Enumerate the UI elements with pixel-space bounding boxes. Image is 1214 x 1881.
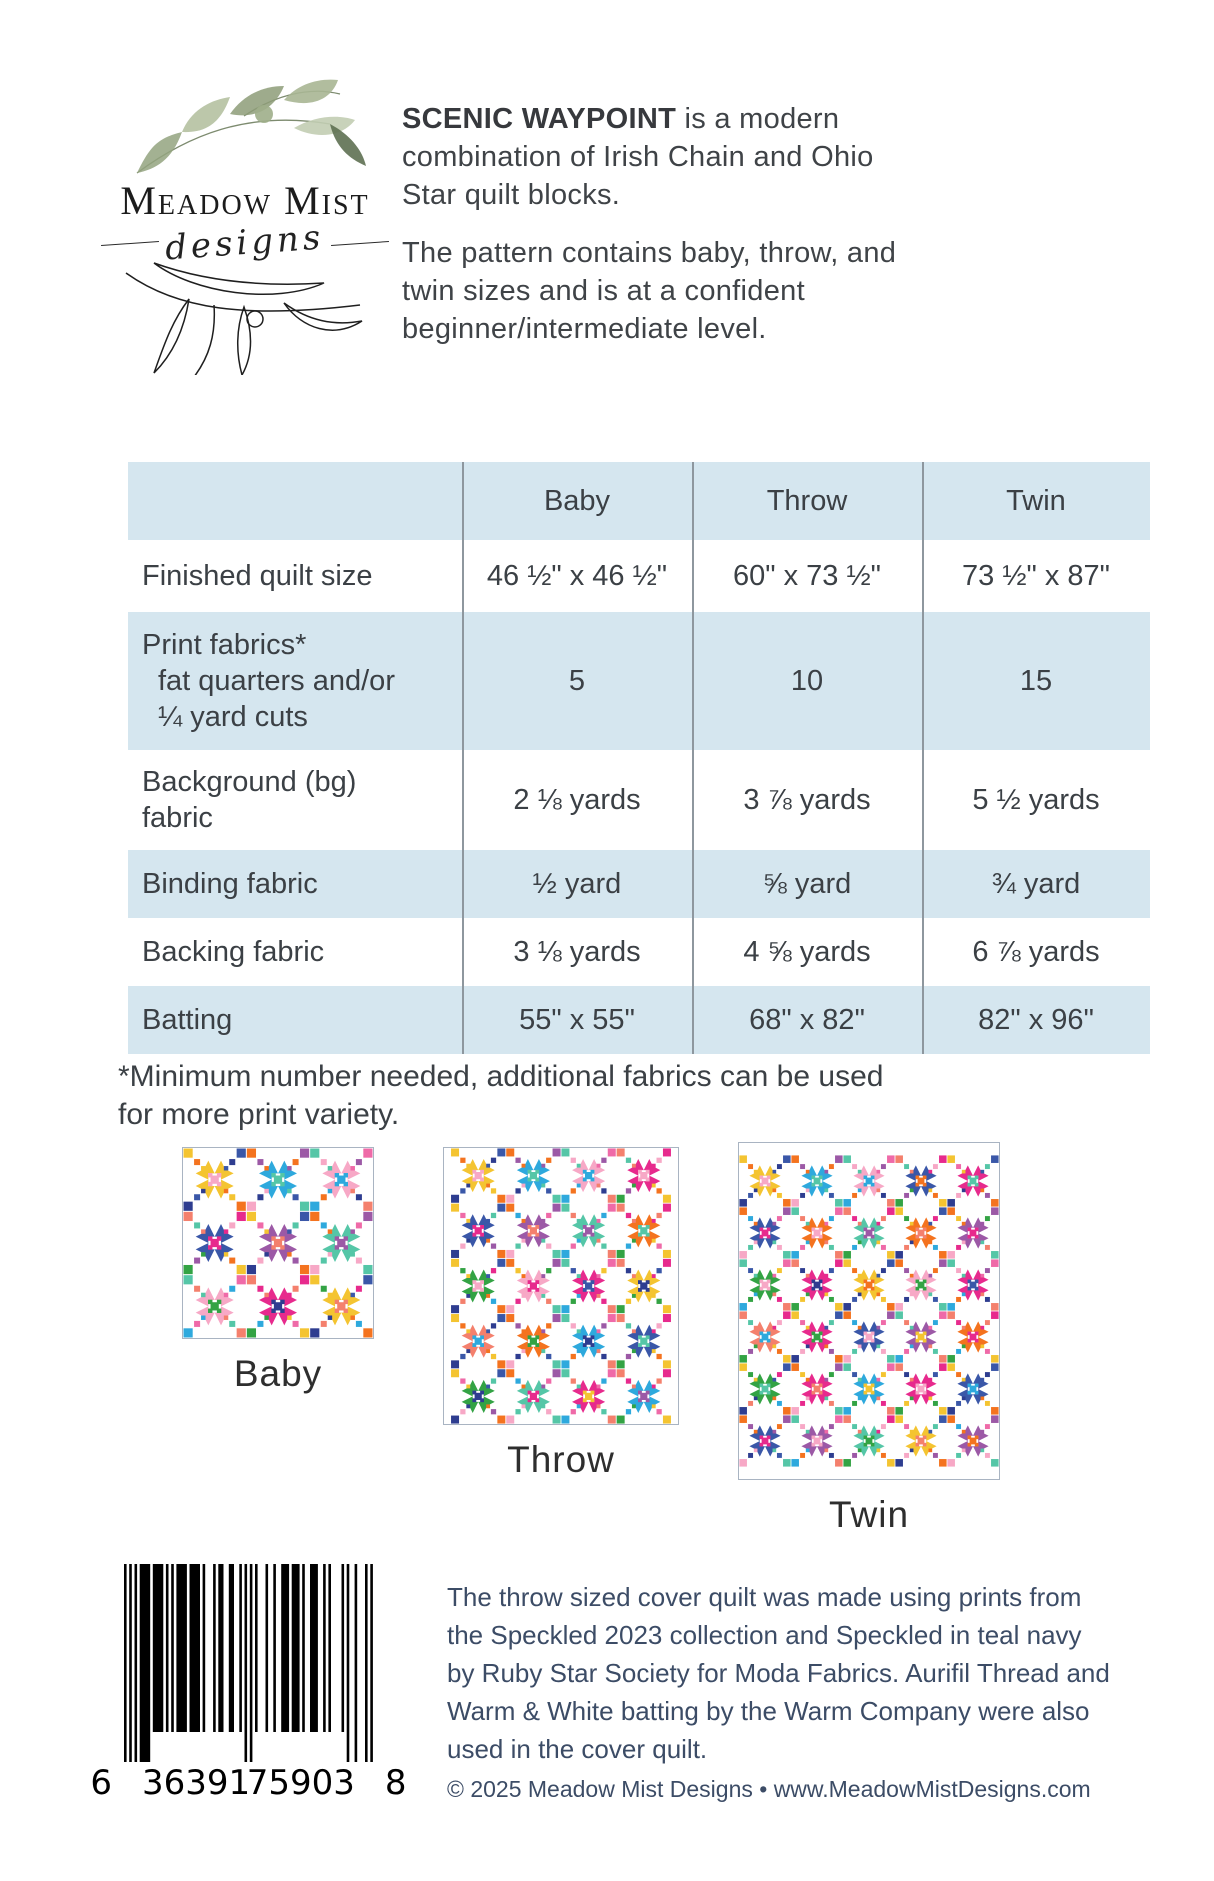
value-cell: 4 ⅝ yards [743, 935, 871, 968]
credits-line: by Ruby Star Society for Moda Fabrics. Aurifil Thread and [447, 1658, 1110, 1688]
brand-name: Meadow Mist [120, 178, 370, 223]
value-cell: 3 ⅛ yards [513, 935, 641, 968]
value-cell: 5 [568, 664, 586, 697]
swash-right [331, 240, 389, 245]
baby-quilt-image [182, 1147, 374, 1339]
swash-left [101, 240, 159, 245]
table-row [128, 986, 1150, 1054]
credits-line: Warm & White batting by the Warm Company were also [447, 1696, 1090, 1726]
intro-text [402, 100, 1002, 348]
value-cell: 15 [1019, 664, 1053, 697]
column-divider [922, 462, 924, 1054]
brand-subtitle: designs [164, 217, 326, 269]
baby-quilt-figure [182, 1147, 374, 1395]
cover-quilt-credits [447, 1578, 1137, 1768]
table-row [128, 750, 1150, 850]
brand-logo [92, 58, 398, 358]
svg-text:75903: 75903 [246, 1763, 355, 1803]
credits-line: The throw sized cover quilt was made using prints from [447, 1582, 1082, 1612]
table-header-row [128, 462, 1150, 540]
barcode-image [84, 1562, 414, 1807]
column-divider [462, 462, 464, 1054]
throw-quilt-figure [443, 1147, 679, 1481]
table-row [128, 850, 1150, 918]
copyright-line: © 2025 Meadow Mist Designs • www.MeadowMistDesigns.com [447, 1776, 1091, 1802]
value-cell: 82" x 96" [978, 1003, 1094, 1036]
row-label: Finished quilt size [142, 560, 373, 592]
table-row [128, 540, 1150, 612]
value-cell: 10 [790, 664, 824, 697]
value-cell: 5 ½ yards [972, 783, 1100, 816]
value-cell: 3 ⅞ yards [743, 783, 871, 816]
upc-barcode [84, 1562, 414, 1812]
svg-text:36391: 36391 [141, 1763, 251, 1803]
table-row [128, 918, 1150, 986]
value-cell: 2 ⅛ yards [513, 783, 641, 816]
watercolor-branch-icon [92, 58, 398, 178]
throw-quilt-label: Throw [507, 1439, 615, 1480]
row-label: Batting [142, 1004, 233, 1036]
column-header-twin: Twin [1006, 484, 1066, 517]
twin-quilt-label: Twin [828, 1494, 910, 1535]
value-cell: ½ yard [532, 867, 622, 900]
header-empty-cell [128, 462, 462, 540]
pattern-name: SCENIC WAYPOINT [402, 103, 677, 135]
row-label: Print fabrics* fat quarters and/or ¼ yard cuts [142, 629, 395, 733]
value-cell: ¾ yard [991, 867, 1081, 900]
value-cell: 68" x 82" [749, 1003, 865, 1036]
value-cell: 46 ½" x 46 ½" [486, 559, 668, 592]
line-art-leaves-icon [92, 257, 398, 375]
svg-text:6: 6 [90, 1763, 112, 1803]
credits-line: the Speckled 2023 collection and Speckled in teal navy [447, 1620, 1082, 1650]
row-label: Binding fabric [142, 868, 318, 900]
column-header-throw: Throw [766, 484, 848, 517]
baby-quilt-label: Baby [233, 1353, 323, 1394]
column-divider [692, 462, 694, 1054]
table-row [128, 612, 1150, 750]
table-footnote: *Minimum number needed, additional fabrics can be used for more print variety. [118, 1060, 884, 1131]
svg-text:8: 8 [384, 1763, 407, 1803]
value-cell: 6 ⅞ yards [972, 935, 1100, 968]
row-label: Backing fabric [142, 936, 325, 968]
row-label: Background (bg) fabric [142, 766, 357, 834]
twin-quilt-figure [738, 1142, 1000, 1536]
fabric-requirements-table [128, 462, 1150, 1054]
value-cell: 73 ½" x 87" [962, 559, 1110, 592]
credits-line: used in the cover quilt. [447, 1734, 708, 1764]
value-cell: 60" x 73 ½" [733, 559, 881, 592]
value-cell: 55" x 55" [519, 1003, 635, 1036]
column-header-baby: Baby [543, 484, 611, 517]
intro-paragraph-1: SCENIC WAYPOINT is a modern combination of Irish Chain and Ohio Star quilt blocks. [402, 103, 874, 211]
throw-quilt-image [443, 1147, 679, 1425]
value-cell: ⅝ yard [762, 867, 852, 900]
intro-paragraph-2: The pattern contains baby, throw, and twin sizes and is at a confident beginner/intermediate level. [402, 237, 897, 345]
twin-quilt-image [738, 1142, 1000, 1480]
